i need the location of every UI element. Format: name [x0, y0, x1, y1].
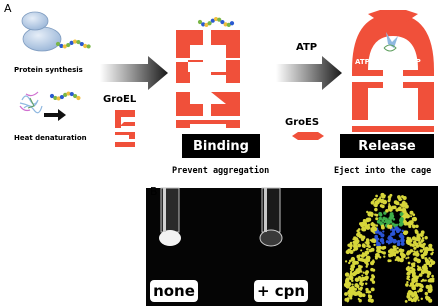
groes-label: GroES [285, 117, 320, 128]
density-speckle [350, 247, 352, 249]
density-speckle [354, 246, 359, 251]
density-speckle [403, 219, 406, 222]
density-speckle [346, 297, 349, 300]
density-speckle [389, 248, 394, 253]
density-speckle [407, 275, 410, 278]
density-speckle [388, 199, 391, 202]
density-speckle [383, 251, 386, 254]
density-speckle [369, 239, 371, 241]
density-speckle [374, 203, 378, 207]
density-speckle [412, 236, 416, 240]
bound-substrate-icon [198, 17, 234, 27]
density-speckle [401, 254, 405, 258]
density-speckle [349, 275, 354, 280]
density-speckle [424, 236, 428, 240]
protein-synthesis-label: Protein synthesis [14, 66, 83, 74]
density-speckle [345, 280, 349, 284]
density-speckle [417, 268, 420, 271]
release-caption: Eject into the cage [334, 166, 432, 176]
density-speckle [357, 240, 359, 242]
density-speckle [401, 195, 404, 198]
density-speckle [367, 290, 370, 293]
density-speckle [405, 230, 409, 234]
density-speckle [390, 253, 394, 257]
density-speckle [423, 280, 425, 282]
density-speckle [389, 208, 393, 212]
density-speckle [408, 290, 412, 294]
tube-label-cpn: + cpn [254, 280, 308, 302]
density-speckle [349, 260, 352, 263]
density-speckle [381, 234, 384, 237]
density-speckle [381, 246, 385, 250]
density-speckle [368, 245, 371, 248]
density-speckle [414, 295, 418, 299]
density-speckle [418, 299, 420, 301]
density-speckle [389, 214, 394, 219]
density-speckle [366, 263, 369, 266]
density-speckle [353, 236, 355, 238]
ribosome-icon [22, 12, 61, 51]
density-speckle [400, 199, 402, 201]
density-speckle [390, 239, 392, 241]
density-speckle [363, 271, 365, 273]
density-speckle [426, 297, 429, 300]
density-speckle [406, 239, 409, 242]
density-speckle [432, 278, 435, 281]
density-speckle [399, 235, 402, 238]
amino-acid-bead [76, 96, 80, 100]
density-speckle [356, 230, 359, 233]
density-speckle [416, 244, 419, 247]
density-speckle [347, 300, 349, 302]
density-speckle [387, 220, 391, 224]
density-speckle [399, 218, 403, 222]
panel-label-c: C [345, 185, 353, 198]
density-speckle [361, 254, 365, 258]
density-speckle [358, 292, 363, 297]
density-speckle [401, 230, 403, 232]
density-speckle [370, 222, 374, 226]
density-speckle [356, 233, 359, 236]
density-speckle [381, 224, 384, 227]
density-speckle [350, 297, 353, 300]
panel-label-b: B [150, 185, 158, 198]
groel-label: GroEL [103, 94, 137, 105]
density-speckle [376, 242, 380, 246]
density-speckle [370, 299, 374, 303]
density-speckle [394, 252, 396, 254]
density-speckle [397, 242, 401, 246]
density-speckle [351, 280, 354, 283]
density-speckle [405, 257, 407, 259]
density-speckle [420, 233, 424, 237]
density-speckle [417, 253, 419, 255]
density-speckle [388, 235, 391, 238]
density-speckle [350, 264, 355, 269]
panel-label-a: A [4, 2, 12, 15]
heat-denaturation-label: Heat denaturation [14, 134, 87, 142]
density-speckle [368, 295, 372, 299]
binding-banner: Binding [182, 134, 260, 158]
density-speckle [375, 198, 377, 200]
density-speckle [423, 251, 428, 256]
right-test-tube-icon [260, 188, 282, 246]
density-speckle [375, 217, 378, 220]
density-speckle [425, 292, 428, 295]
density-speckle [413, 217, 418, 222]
density-speckle [380, 199, 385, 204]
density-speckle [413, 241, 417, 245]
density-speckle [417, 290, 419, 292]
denatured-chain-icon [50, 91, 81, 100]
density-speckle [370, 227, 373, 230]
density-speckle [372, 260, 375, 263]
density-speckle [366, 248, 369, 251]
density-speckle [350, 291, 354, 295]
density-speckle [401, 249, 404, 252]
density-speckle [408, 225, 411, 228]
density-speckle [401, 203, 406, 208]
density-speckle [388, 205, 391, 208]
density-speckle [371, 287, 375, 291]
density-speckle [370, 268, 374, 272]
density-speckle [382, 230, 384, 232]
density-speckle [378, 249, 380, 251]
density-speckle [413, 257, 417, 261]
density-speckle [362, 258, 366, 262]
density-speckle [361, 277, 364, 280]
density-speckle [413, 292, 415, 294]
density-speckle [380, 251, 382, 253]
atp-label: ATP [296, 42, 318, 53]
density-speckle [410, 215, 412, 217]
density-speckle [365, 278, 367, 280]
density-speckle [345, 260, 347, 262]
density-speckle [386, 240, 389, 243]
density-speckle [357, 244, 361, 248]
density-speckle [374, 235, 378, 239]
density-speckle [415, 225, 418, 228]
density-speckle [415, 283, 419, 287]
density-speckle [412, 213, 415, 216]
density-speckle [365, 282, 367, 284]
groel-binding-icon [176, 30, 240, 128]
density-speckle [388, 218, 390, 220]
density-speckle [408, 298, 411, 301]
density-speckle [372, 239, 376, 243]
density-speckle [394, 200, 398, 204]
density-speckle [429, 284, 431, 286]
density-speckle [351, 286, 355, 290]
arrow-to-binding-icon [100, 56, 168, 90]
density-speckle [376, 253, 378, 255]
small-arrow-icon [44, 109, 66, 121]
density-speckle [357, 270, 361, 274]
atp-left-label: ATP [355, 58, 370, 66]
density-speckle [425, 247, 429, 251]
density-speckle [422, 265, 426, 269]
density-speckle [406, 281, 408, 283]
groes-icon [292, 132, 324, 140]
density-speckle [376, 224, 378, 226]
atp-right-label: ATP [406, 58, 421, 66]
density-speckle [392, 229, 395, 232]
density-speckle [399, 222, 403, 226]
density-speckle [352, 284, 354, 286]
density-speckle [406, 273, 409, 276]
density-speckle [409, 220, 411, 222]
density-speckle [370, 278, 374, 282]
density-speckle [377, 238, 379, 240]
density-speckle [359, 299, 362, 302]
density-speckle [388, 203, 390, 205]
left-test-tube-icon [159, 188, 181, 246]
density-speckle [360, 270, 362, 272]
density-speckle [369, 212, 374, 217]
density-speckle [392, 212, 394, 214]
density-speckle [380, 238, 385, 243]
density-speckle [378, 231, 382, 235]
density-speckle [380, 205, 382, 207]
density-speckle [360, 288, 362, 290]
release-banner: Release [340, 134, 434, 158]
density-speckle [414, 288, 416, 290]
density-speckle [412, 224, 414, 226]
density-speckle [373, 244, 375, 246]
density-speckle [356, 285, 359, 288]
density-speckle [354, 292, 357, 295]
density-speckle [363, 219, 366, 222]
density-speckle [378, 217, 382, 221]
density-speckle [430, 253, 433, 256]
amino-acid-bead [87, 44, 91, 48]
density-speckle [408, 262, 411, 265]
density-speckle [407, 257, 409, 259]
density-speckle [383, 255, 385, 257]
density-speckle [361, 227, 366, 232]
binding-caption: Prevent aggregation [172, 166, 270, 176]
density-speckle [344, 292, 348, 296]
density-speckle [374, 208, 377, 211]
density-speckle [419, 284, 423, 288]
density-speckle [389, 225, 392, 228]
denatured-protein-icon [20, 92, 42, 113]
density-speckle [417, 275, 419, 277]
density-speckle [422, 237, 424, 239]
density-speckle [393, 245, 396, 248]
density-speckle [399, 206, 402, 209]
density-speckle [406, 214, 410, 218]
groel-small-icon [115, 110, 135, 147]
density-speckle [356, 255, 360, 259]
density-speckle [379, 256, 381, 258]
density-speckle [409, 243, 412, 246]
density-speckle [358, 234, 363, 239]
density-speckle [368, 224, 370, 226]
density-speckle [421, 239, 424, 242]
density-speckle [355, 277, 360, 282]
density-speckle [379, 213, 382, 216]
density-speckle [375, 195, 378, 198]
density-speckle [414, 279, 418, 283]
density-speckle [400, 208, 403, 211]
density-speckle [362, 243, 364, 245]
density-speckle [427, 275, 430, 278]
arrow-to-release-icon [276, 56, 342, 90]
density-speckle [424, 269, 428, 273]
density-speckle [362, 283, 364, 285]
density-speckle [360, 249, 362, 251]
density-speckle [387, 259, 390, 262]
density-speckle [420, 249, 423, 252]
density-speckle [421, 298, 423, 300]
density-speckle [395, 208, 398, 211]
density-speckle [416, 235, 420, 239]
density-speckle [428, 257, 430, 259]
density-speckle [407, 266, 409, 268]
density-speckle [413, 250, 415, 252]
density-speckle [374, 214, 376, 216]
tube-label-none: none [150, 280, 198, 302]
density-speckle [423, 247, 425, 249]
amino-acid-bead [230, 21, 234, 25]
density-speckle [371, 201, 375, 205]
density-speckle [384, 194, 386, 196]
density-speckle [407, 250, 411, 254]
density-speckle [406, 294, 410, 298]
density-speckle [371, 248, 373, 250]
density-speckle [401, 242, 405, 246]
density-speckle [350, 250, 354, 254]
density-speckle [415, 230, 419, 234]
density-speckle [396, 247, 398, 249]
density-speckle [411, 294, 414, 297]
density-speckle [431, 275, 434, 278]
density-speckle [405, 283, 409, 287]
density-speckle [429, 264, 432, 267]
density-speckle [389, 194, 392, 197]
density-speckle [410, 266, 413, 269]
density-speckle [360, 223, 365, 228]
density-speckle [366, 238, 369, 241]
density-speckle [353, 242, 357, 246]
density-speckle [428, 289, 432, 293]
density-speckle [405, 300, 408, 303]
density-speckle [365, 270, 369, 274]
density-speckle [371, 274, 374, 277]
density-speckle [379, 221, 382, 224]
density-speckle [346, 273, 349, 276]
density-speckle [413, 262, 416, 265]
density-speckle [366, 242, 368, 244]
groel-release-icon [352, 10, 434, 132]
density-speckle [361, 274, 363, 276]
density-speckle [346, 278, 349, 281]
density-speckle [366, 245, 368, 247]
density-speckle [382, 217, 386, 221]
density-speckle [396, 224, 398, 226]
density-speckle [428, 247, 432, 251]
density-speckle [397, 258, 400, 261]
